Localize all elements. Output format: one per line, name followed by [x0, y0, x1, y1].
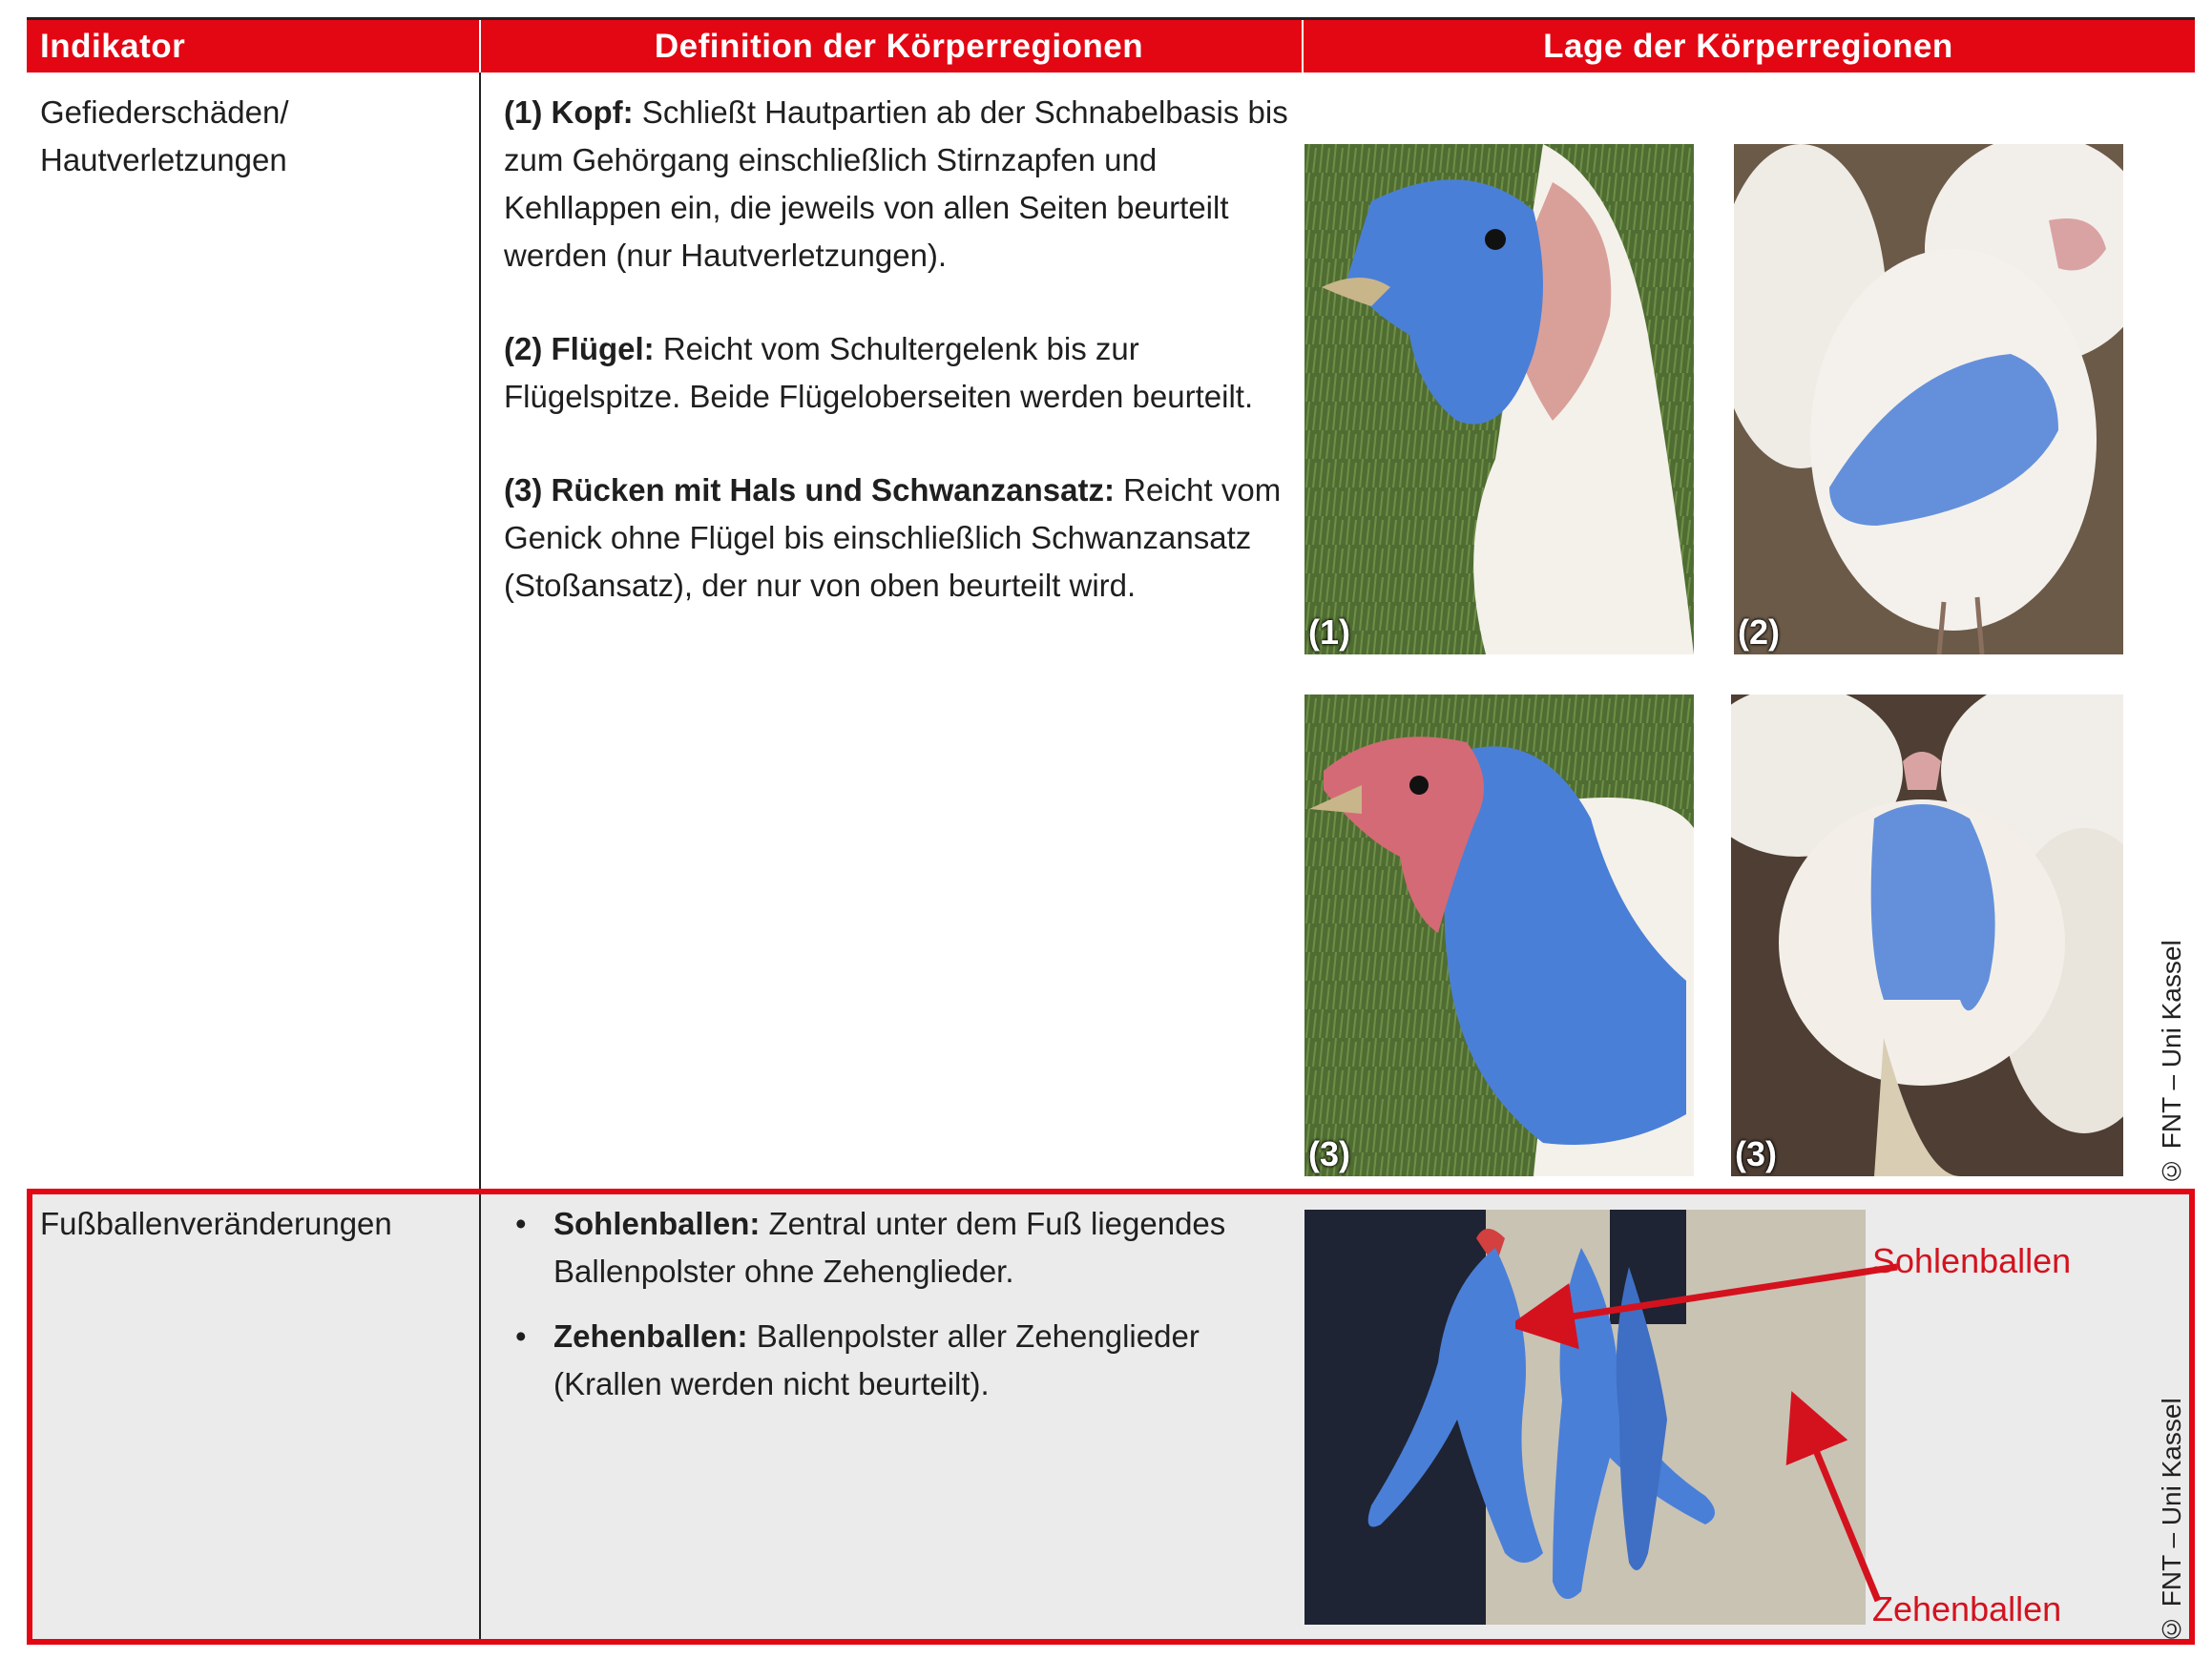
indicator-table	[27, 17, 2195, 1645]
definition-ruecken: (3) Rücken mit Hals und Schwanzansatz: Reicht vom Genick ohne Flügel bis einschließlich Schwanzansatz (Stoßansatz), der nur von oben beurteilt wird.	[504, 472, 1282, 603]
indicator-fussballen: Fußballenveränderungen	[40, 1206, 392, 1241]
header-definition: Definition der Körperregionen	[654, 28, 1144, 65]
photo-label-3b: (3)	[1735, 1134, 1777, 1173]
photo-label-3a: (3)	[1308, 1134, 1350, 1173]
indicator-gefiederschaeden: Gefiederschäden/ Hautverletzungen	[40, 94, 289, 177]
photo-head-region	[1304, 144, 1694, 654]
copyright-upper: © FNT – Uni Kassel	[2157, 940, 2186, 1186]
bullet-zehenballen: • Zehenballen: Ballenpolster aller Zehenglieder (Krallen werden nicht beurteilt).	[504, 1313, 1296, 1408]
foot-row-highlight-border	[27, 1189, 2195, 1645]
copyright-lower: © FNT – Uni Kassel	[2157, 1398, 2186, 1644]
header-lage: Lage der Körperregionen	[1543, 28, 1953, 65]
definition-kopf: (1) Kopf: Schließt Hautpartien ab der Schnabelbasis bis zum Gehörgang einschließlich Stirnzapfen und Kehllappen ein, die jeweils von allen Seiten beurteilt werden (nur Hautverletzungen).	[504, 94, 1288, 273]
photo-neck-region	[1304, 695, 1694, 1176]
photo-label-1: (1)	[1308, 612, 1350, 652]
photo-label-2: (2)	[1738, 612, 1780, 652]
header-indikator: Indikator	[40, 28, 186, 65]
photo-back-region	[1731, 695, 2123, 1176]
table-header	[27, 17, 2195, 73]
bullet-sohlenballen: • Sohlenballen: Zentral unter dem Fuß liegendes Ballenpolster ohne Zehenglieder.	[504, 1200, 1296, 1296]
callout-sohlenballen: Sohlenballen	[1872, 1241, 2072, 1280]
definition-fluegel: (2) Flügel: Reicht vom Schultergelenk bis zur Flügelspitze. Beide Flügeloberseiten werden beurteilt.	[504, 331, 1254, 414]
callout-zehenballen: Zehenballen	[1872, 1589, 2062, 1628]
photo-wing-region	[1734, 144, 2123, 654]
definition-list-regions	[504, 89, 1296, 655]
